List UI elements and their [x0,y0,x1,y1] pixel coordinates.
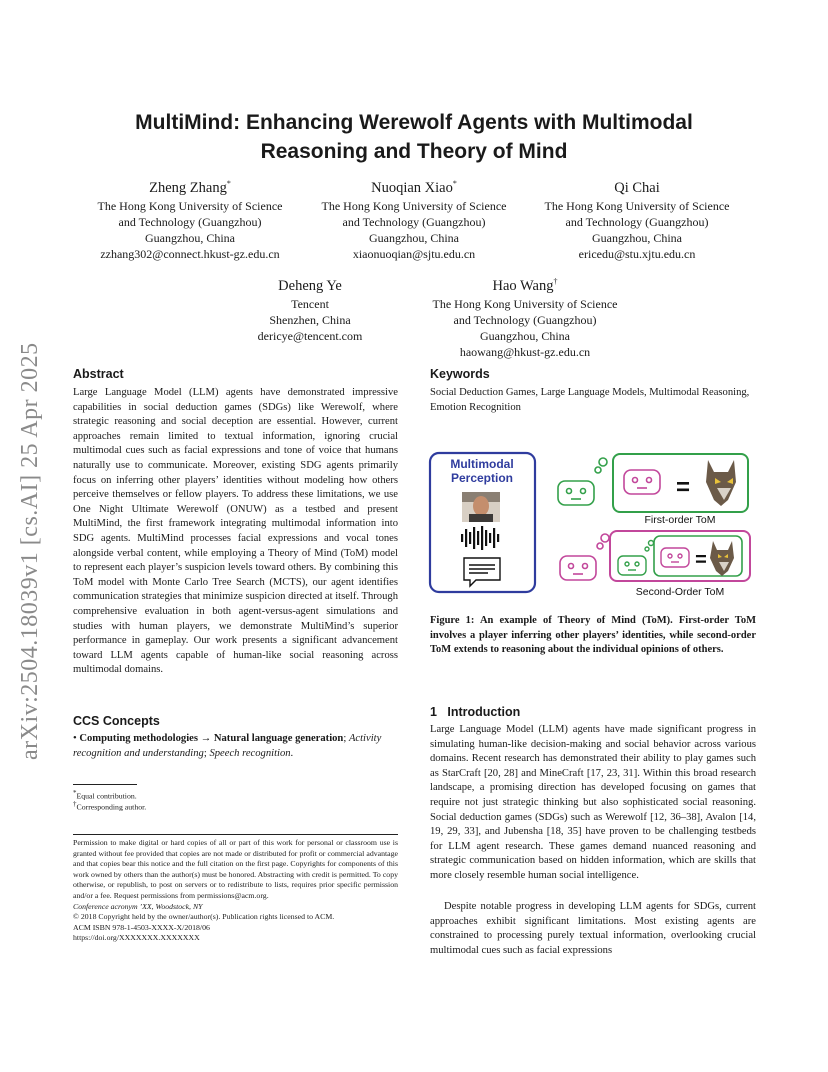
figure-1 [428,448,758,598]
ccs-bullet: • [73,733,80,744]
author-mark: † [553,277,558,286]
title-line-1: MultiMind: Enhancing Werewolf Agents with Multimodal [135,111,693,134]
ccs-text [73,732,398,761]
robot-green-icon [558,458,607,505]
ccs-sep: ; [203,747,210,759]
affiliation-line: The Hong Kong University of Science [97,198,283,213]
affiliation-line: Shenzhen, China [269,312,351,327]
author-name: Qi Chai [614,179,660,196]
footnote-mark: * [73,789,77,797]
footnote-text: Equal contribution. [76,791,137,801]
ccs-sep: ; [343,733,347,744]
author-block [80,174,300,262]
author-mark: * [452,179,457,188]
robot-pink-icon [560,534,609,580]
footnote-mark: † [73,800,77,808]
speech-bubble-icon [464,558,500,586]
figure-caption: Figure 1: An example of Theory of Mind (ToM). First-order ToM involves a player inferring other players’ identities, while second-order ToM extends to reasoning about the individual opinions of others. [430,615,756,656]
equals-sign: = [675,474,691,501]
author-name: Hao Wang [492,277,554,294]
affiliation-line: Guangzhou, China [145,230,235,245]
robot-pink-icon [624,470,660,494]
conference-line: Conference acronym ’XX, Woodstock, NY [73,901,203,911]
affiliation-line: Guangzhou, China [480,328,570,343]
wolf-icon [706,460,736,506]
affiliation-line: The Hong Kong University of Science [432,296,618,311]
title-line-2: Reasoning and Theory of Mind [260,140,568,163]
permission-text: Permission to make digital or hard copies of all or part of this work for personal or classroom use is granted without fee provided that copies are not made or distributed for profit or commercial advantage and that copies bear this notice and the full citation on the first page. Copyrights for components of this work owned by others than the author(s) must be honored. Abstracting with credit is permitted. To copy otherwise, or republish, to post on servers or to redistribute to lists, requires prior specific permission and/or a fee. Request permissions from permissions@acm.org. [73,838,398,900]
author-block [303,174,525,262]
author-email: xiaonuoqian@sjtu.edu.cn [352,246,476,261]
author-block [526,174,748,262]
author-block [414,272,636,360]
first-order-label: First-order ToM [644,514,716,526]
affiliation-line: and Technology (Guangzhou) [118,214,262,229]
affiliation-line: and Technology (Guangzhou) [565,214,709,229]
author-name: Nuoqian Xiao [371,179,453,196]
affiliation-line: Tencent [291,296,329,311]
ccs-end: . [290,747,294,759]
audio-waveform-icon [461,526,499,550]
author-email: zzhang302@connect.hkust-gz.edu.cn [100,246,280,261]
ccs-primary: Computing methodologies → Natural language generation [79,733,344,744]
affiliation-line: The Hong Kong University of Science [321,198,507,213]
perception-label-2: Perception [450,471,514,485]
ccs-item: Activity recognition and understanding [73,733,382,759]
ccs-item: Speech recognition [209,747,291,759]
affiliation-line: and Technology (Guangzhou) [342,214,486,229]
intro-heading [430,704,520,720]
second-order-label: Second-Order ToM [635,586,725,598]
author-mark: * [226,179,231,188]
affiliation-line: Guangzhou, China [369,230,459,245]
intro-paragraph-1: Large Language Model (LLM) agents have made significant progress in simulating human-like decision-making and social behavior across various domains. Recent research has demonstrated their ability to play games such as StarCraft [20, 28] and MineCraft [17, 23, 31]. Within this broad research landscape, a promising direction has developed focusing on games that require not just strategic thinking but also sophisticated social reasoning. Social deduction games (SDGs) such as Werewolf [12, 36–38], Avalon [14, 19, 29, 33], and Jubensha [18, 35] have proven to be challenging testbeds for LLM agent research. These games demand nuanced reasoning and strategic communication based on hidden information, which are skills that more closely resemble human social intelligence. [430,724,756,881]
abstract-text: Large Language Model (LLM) agents have demonstrated impressive capabilities in social deduction games (SDGs) like Werewolf, where strategic reasoning and social deception are essential. However, current approaches remain limited to textual information, ignoring crucial multimodal cues such as facial expressions and tone of voice that humans naturally use to communicate. Moreover, existing SDG agents primarily focus on inferring other players’ identities without modeling how others perceive themselves or fellow players. To address these limitations, we use One Night Ultimate Werewolf (ONUW) as a testbed and present MultiMind, the first framework integrating multimodal information into SDG agents. MultiMind processes facial expressions and vocal tones alongside verbal content, while employing a Theory of Mind (ToM) model to represent each player’s suspicion levels toward others. By combining this ToM model with Monte Carlo Tree Search (MCTS), our agent identifies communication strategies that minimize suspicion directed at itself. Through comprehensive evaluation in both agent-versus-agent simulations and studies with human players, we demonstrate MultiMind’s superior performance in gameplay. Our work presents a significant advancement toward LLM agents capable of human-like social reasoning across multimodal domains. [73,387,398,676]
abstract-heading: Abstract [73,367,124,381]
permission-rule [73,834,398,835]
author-block [210,272,410,344]
author-email: haowang@hkust-gz.edu.cn [459,344,591,359]
affiliation-line: The Hong Kong University of Science [544,198,730,213]
face-photo-icon [462,492,500,522]
copyright-line: © 2018 Copyright held by the owner/author(s). Publication rights licensed to ACM. [73,912,335,922]
author-email: ericedu@stu.xjtu.edu.cn [578,246,696,261]
intro-paragraph-2: Despite notable progress in developing LLM agents for SDGs, current approaches exhibit significant limitations. Most existing agents are constrained to processing purely textual information, overlooking crucial multimodal cues such as facial expressions [430,901,756,956]
isbn-line: ACM ISBN 978-1-4503-XXXX-X/2018/06 [73,922,210,932]
affiliation-line: Guangzhou, China [592,230,682,245]
arxiv-stamp: arXiv:2504.18039v1 [cs.AI] 25 Apr 2025 [17,342,43,760]
robot-green-icon [618,541,654,576]
author-name: Zheng Zhang [149,179,227,196]
wolf-icon [710,541,734,576]
footnote-text: Corresponding author. [76,802,147,812]
section-number: 1 [430,705,437,719]
footnote-corresponding [73,799,398,813]
author-email: dericye@tencent.com [257,328,363,343]
ccs-heading: CCS Concepts [73,714,160,728]
robot-pink-icon [661,548,689,567]
permission-block [73,838,398,944]
footnote-rule [73,784,137,785]
keywords-text: Social Deduction Games, Large Language Models, Multimodal Reasoning, Emotion Recognition [430,387,750,413]
doi-line: https://doi.org/XXXXXXX.XXXXXXX [73,933,200,943]
paper-title [60,108,768,166]
affiliation-line: and Technology (Guangzhou) [453,312,597,327]
perception-label-1: Multimodal [450,457,514,471]
equals-sign: = [695,549,707,571]
keywords-heading: Keywords [430,367,490,381]
section-title: Introduction [447,705,521,719]
author-name: Deheng Ye [278,277,342,294]
